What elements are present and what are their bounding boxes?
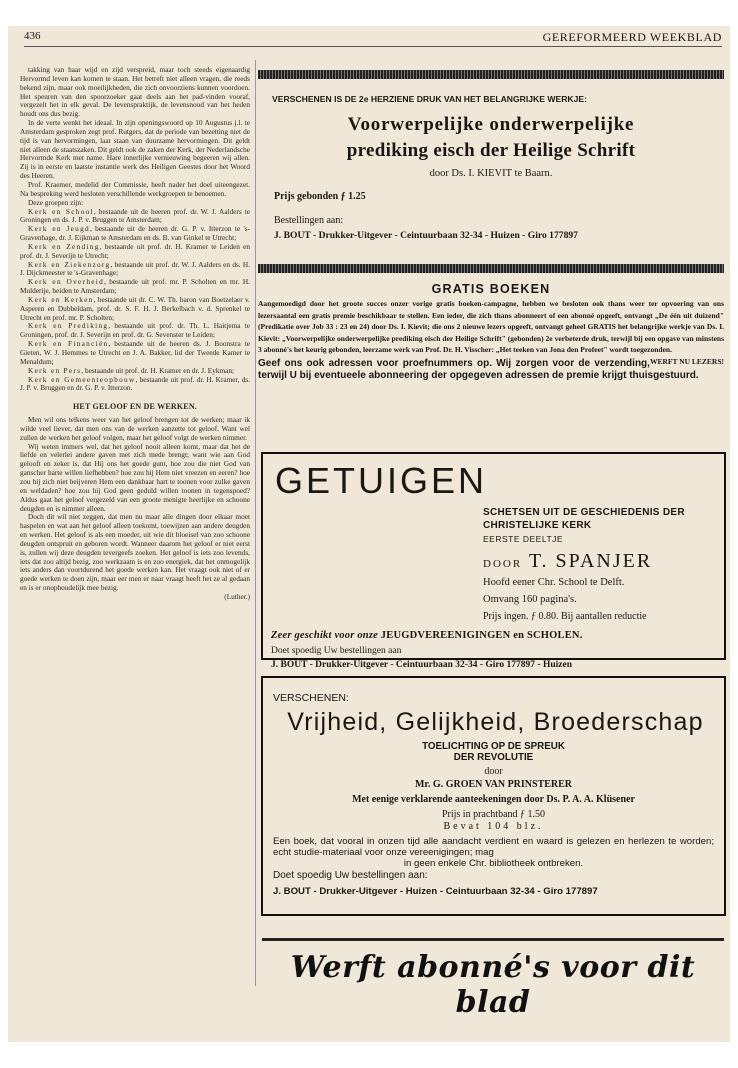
decorative-rule	[258, 264, 724, 273]
subscription-slogan: Werft abonné's voor dit blad	[290, 950, 696, 1020]
book-subtitle-1: TOELICHTING OP DE SPREUK	[422, 741, 565, 752]
advert-vrijheid	[261, 676, 726, 916]
group-text: , bestaande uit de heeren ds. J. Boonstra te Gieten, W. J. Hemmes te Utrecht en J. A. Bakker, lid der Tweede Kamer te Menaldum;	[20, 339, 250, 366]
book-pages: Omvang 160 pagina's.	[483, 594, 577, 605]
publisher-address: J. BOUT - Drukker-Uitgever - Ceintuurbaan 32-34 - Giro 177897 - Huizen	[271, 660, 572, 670]
column-divider	[255, 60, 256, 986]
group-text: , bestaande uit de heeren prof. dr. W. J. Aalders te Groningen en ds. J. P. v. Bruggen te Amsterdam;	[20, 206, 250, 225]
group-name: Kerk en Prediking	[28, 321, 109, 331]
article-paragraph: In de verte wenkt het ideaal. In zijn openingswoord op 10 Augustus j.l. te Amsterdam gesproken zegt prof. Rutgers, dat de periode van bezetting niet de tijd is van hervormingen, laat staan van duurzame hervormingen. Dit geldt niet alleen de staatszaken. Dit geldt ook de zaken der Kerk, der Nederlandsche Hervormde Kerk met name. Hare innerlijke vernieuwing begeeren wij allen. Zij is in eerste en laatste instantie werk des Heiligen Geestes door het Woord des Heeren.	[20, 118, 250, 181]
order-label: Doet spoedig Uw bestellingen aan	[271, 646, 402, 656]
book-volume: EERSTE DEELTJE	[483, 534, 564, 544]
left-article-column	[20, 66, 250, 602]
group-name: Kerk en Gemeenteopbouw	[28, 374, 136, 384]
gratis-body-2: Geef ons ook adressen voor proefnummers op. Wij zorgen voor de verzending, terwijl U bij eventueele abonneering der opgegeven adressen de premie krijgt thuisgestuurd.	[258, 357, 699, 381]
group-text: , bestaande uit prof. dr. H. Kramer te Leiden en prof. dr. J. Severijn te Utrecht;	[20, 241, 250, 260]
group-name: Kerk en Zending	[28, 241, 100, 251]
group-item	[20, 261, 250, 279]
journal-title: GEREFORMEERD WEEKBLAD	[542, 30, 722, 44]
group-name: Kerk en Overheid	[28, 277, 105, 287]
publisher-address: J. BOUT - Drukker-Uitgever - Ceintuurbaan 32-34 - Huizen - Giro 177897	[274, 230, 578, 241]
book-subtitle-2: DER REVOLUTIE	[453, 752, 534, 763]
book-author: DOOR T. SPANJER	[483, 550, 653, 572]
publisher-address: J. BOUT - Drukker-Uitgever - Huizen - Ceintuurbaan 32-34 - Giro 177897	[273, 886, 598, 897]
book-subtitle: SCHETSEN UIT DE GESCHIEDENIS DER CHRISTELIJKE KERK	[483, 507, 685, 531]
article-paragraph: takking van haar wijd en zijd verspreid, maar toch steeds eigenaardig Hervormd leven kan komen te staan. Het betreft niet alleen vragen, die reeds bekend zijn, maar ook moeilijkheden, die zich onvoorziens kunnen voordoen. Het speuren van den spoorzoeker gaat deels aan het pad-vinden vooraf, vergezelt het in elk geval. De levenspraktijk, de levensnood van het heden houdt ons dus bezig.	[20, 65, 250, 119]
decorative-rule	[258, 70, 724, 79]
advert-getuigen	[261, 452, 726, 670]
article-paragraph: Doch dit wil niet zeggen, dat men nu maar alle dingen door elkaar moet haspelen en wat aan het geloof alleen toekomt, toewijzen aan andere deugden en werken. Het geloof is als een moeder, uit wie dit bloeisel van zoo schoone deugden ontspruit en geboren wordt. Wanneer daarom het geloof er niet eerst is, zullen wij deze deugden tevergeefs zoeken. Het geloof is iets zoo levends, iets dat zoo altijd bezig, zoo werkzaam is en zoo energiek, dat het onmogelijk iets anders dan voortdurend het goede werken kan. Het vraagt ook niet of er goede werken te doen zijn, maar eer men er naar vraagt heeft het ze al gedaan en is er onophoudelijk mee bezig.	[20, 512, 250, 593]
article-paragraph: Prof. Kraemer, medelid der Commissie, heeft nader het doel uiteengezet. Na bespreking werd besloten verschillende werkgroepen te benoemen.	[20, 179, 250, 198]
group-text: , bestaande uit prof. dr. H. Kramer en dr. J. Eykman;	[81, 365, 235, 375]
advert-intro: VERSCHENEN IS DE 2e HERZIENE DRUK VAN HET BELANGRIJKE WERKJE:	[272, 94, 587, 104]
article-paragraph: Wij weten immers wel, dat het geloof nooit alleen komt, maar dat het de liefde en velerlei andere gaven met zich mede brengt; want wie aan God gelooft en zeker is, dat Hij ons het goede gunt, hoe zou die niet God van ganscher harte willen liefhebben? hoe zou hij Hem niet vreezen en eeren? hoe zou hij zich niet beijveren Hem een dankbaar hart te toonen voor zulke gaven en weldaden? hoe zou hij God geen geduld willen toonen in tegenspoed? Aldus gaat het geloof vergezeld van een groote menigte heerlijke en schoone deugden en is nimmer alleen.	[20, 441, 250, 513]
book-description: Een boek, dat vooral in onzen tijd alle aandacht verdient en waard is gelezen en herlezen te worden; echt studie-materiaal voor onze vereenigingen; mag in geen enkele Chr. bibliotheek ontbreken.	[273, 836, 714, 869]
slogan-rule	[262, 938, 724, 941]
group-text: , bestaande uit prof. mr. P. Scholten en mr. H. Mulderije, beiden te Amsterdam;	[20, 277, 250, 296]
group-text: , bestaande uit prof. dr. W. J. Aalders en ds. H. J. Dijckmeester te 's-Gravenhage;	[20, 259, 250, 278]
group-name: Kerk en Financiën	[28, 339, 109, 349]
gratis-signoff: WERFT NU LEZERS!	[649, 356, 724, 366]
group-name: Kerk en Kerken	[28, 294, 94, 304]
group-item	[20, 376, 250, 394]
quote-attribution: (Luther.)	[224, 591, 250, 601]
book-title-line2: prediking eisch der Heilige Schrift	[346, 140, 636, 161]
group-text: , bestaande uit dr. C. W. Th. baron van Boetzelaer v. Asperen en Dubbeldam, prof. dr. S. F. H. J. Berkelbach v. d. Sprenkel te Utrecht en prof. mr. P. Scholten;	[20, 294, 250, 322]
by-label: door	[484, 766, 503, 777]
page-number: 436	[24, 30, 41, 42]
suitability-line: Zeer geschikt voor onze JEUGDVEREENIGINGEN en SCHOLEN.	[271, 630, 583, 641]
group-name: Kerk en Ziekenzorg	[28, 259, 111, 269]
order-label: Bestellingen aan:	[274, 215, 344, 226]
book-title-line1: Voorwerpelijke onderwerpelijke	[347, 114, 635, 135]
author-title: Hoofd eener Chr. School te Delft.	[483, 577, 625, 588]
book-title: GETUIGEN	[275, 460, 488, 501]
gratis-boeken-notice	[258, 282, 724, 382]
group-name: Kerk en School	[28, 206, 94, 216]
article-paragraph: Deze groepen zijn:	[28, 197, 84, 207]
group-item	[20, 208, 250, 226]
advert-kievit	[262, 86, 720, 254]
gratis-body: Aangemoedigd door het groote succes onzer vorige gratis boeken-campagne, hebben we besloten ook thans weer ter opvoering van ons lezersaantal een gratis premie beschikbaar te stellen. Een ieder, die zich thans abonneert of een abonné opgeeft, ontvangt „De één uit duizend" (Predikatie over Job 33 : 23 en 24) door Ds. I. Kievit; die ons 2 nieuwe lezers opgeeft, ontvangt geheel GRATIS het belangrijke werkje van Ds. I. Kievit: „Voorwerpelijke onderwerpelijke prediking eisch der Heilige Schrift" (gebonden) 2e verbeterde druk, terwijl bij een opgave van minstens 3 abonné's het keurig gebonden, leerzame werk van Prof. Dr. H. Visscher: „Het teeken van Jona den Profeet" wordt toegezonden. WERFT NU LEZERS!	[258, 299, 724, 366]
group-text: , bestaande uit prof. dr. H. Kramer, ds. J. P. v. Bruggen en dr. G. P. v. Itterzon.	[20, 374, 251, 393]
group-text: , bestaande uit prof. dr. Th. L. Haitjema te Groningen, prof. dr. J. Severijn en prof. dr. G. Sevenster te Leiden;	[20, 321, 250, 340]
book-author: Mr. G. GROEN VAN PRINSTERER	[414, 779, 573, 790]
page-header	[24, 28, 722, 47]
group-item	[20, 296, 250, 323]
group-item	[20, 243, 250, 261]
book-price: Prijs gebonden ƒ 1.25	[274, 191, 366, 202]
order-label: Doet spoedig Uw bestellingen aan:	[273, 870, 428, 881]
group-text: , bestaande uit de heeren dr. G. P. v. Itterzon te 's-Gravenhage, dr. J. Eijkman te Amsterdam en ds. B. van Ginkel te Utrecht;	[20, 224, 250, 243]
book-author: door Ds. I. KIEVIT te Baarn.	[429, 168, 553, 179]
section-heading: HET GELOOF EN DE WERKEN.	[72, 402, 197, 412]
gratis-heading: GRATIS BOEKEN	[431, 282, 551, 296]
group-name: Kerk en Jeugd	[28, 224, 90, 234]
article-paragraph: Men wil ons telkens weer van het geloof brengen tot de werken; maar ik wilde veel liever, dat men ons van de werken aanzette tot geloof. Want wel zullen de werken het geloof volgen, maar het geloof volgt de werken nimmer.	[20, 415, 250, 442]
book-notes: Met eenige verklarende aanteekeningen door Ds. P. A. A. Klüsener	[352, 794, 635, 805]
book-pages: Bevat 104 blz.	[443, 821, 544, 832]
group-item	[20, 322, 250, 340]
book-price: Prijs ingen. ƒ 0.80. Bij aantallen reductie	[483, 611, 647, 622]
group-name: Kerk en Pers	[28, 365, 82, 375]
group-item	[20, 278, 250, 296]
advert-intro: VERSCHENEN:	[273, 692, 349, 704]
book-title: Vrijheid, Gelijkheid, Broederschap	[287, 708, 704, 736]
group-item	[20, 225, 250, 243]
group-item	[20, 340, 250, 367]
book-price: Prijs in prachtband ƒ 1.50	[441, 809, 546, 820]
